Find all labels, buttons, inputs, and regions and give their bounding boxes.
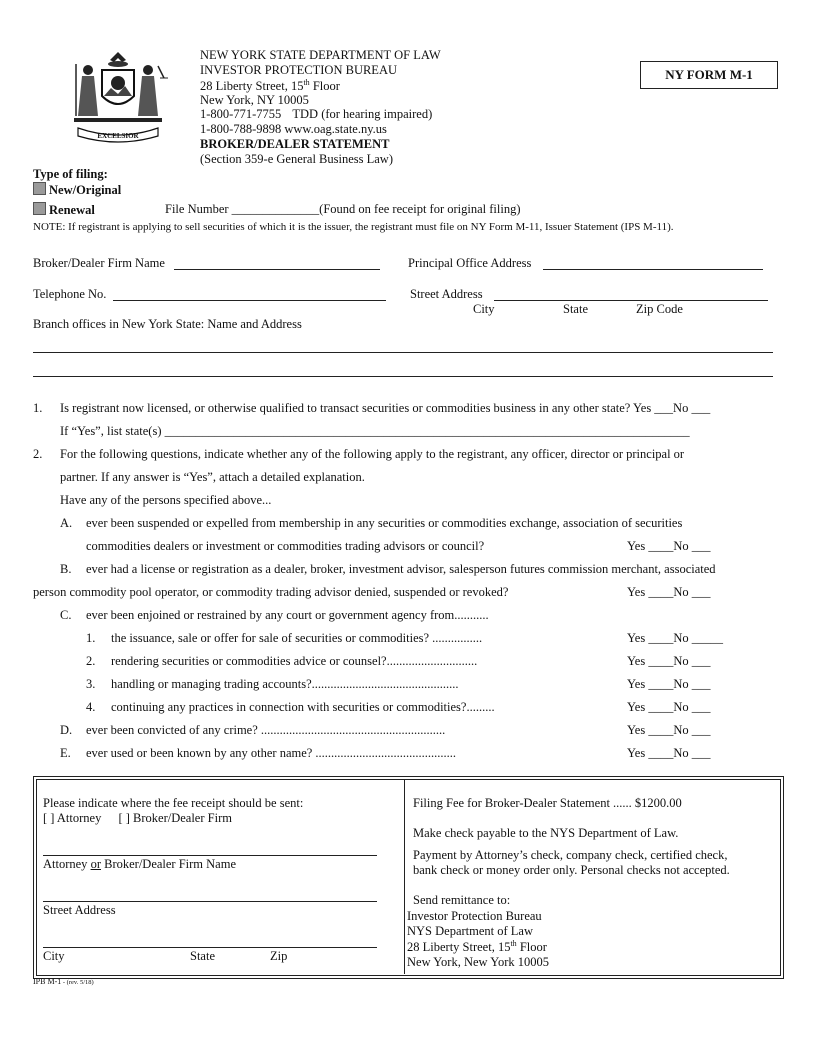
receipt-options bbox=[43, 811, 232, 825]
renewal-option[interactable] bbox=[33, 202, 95, 217]
qb-yes-no[interactable]: Yes ____No ___ bbox=[627, 585, 711, 599]
receipt-name-label-a: Attorney bbox=[43, 857, 91, 871]
header-address-sup: th bbox=[303, 78, 310, 87]
qd-label: D. bbox=[60, 723, 73, 737]
branch-line-2[interactable] bbox=[33, 376, 773, 377]
qc4-yes-no[interactable]: Yes ____No ___ bbox=[627, 700, 711, 714]
qb-line-2: person commodity pool operator, or commodity trading advisor denied, suspended or revoked? bbox=[33, 585, 509, 599]
q1-if-yes: If “Yes”, list state(s) ____________________________________________________________________________________ bbox=[60, 424, 690, 438]
remit-address-street: 28 Liberty Street, 15 bbox=[407, 940, 511, 955]
remit-address bbox=[407, 939, 547, 955]
receipt-name-label bbox=[43, 857, 236, 871]
state-label: State bbox=[563, 302, 588, 316]
q2-line-2: partner. If any answer is “Yes”, attach a detailed explanation. bbox=[60, 470, 365, 484]
renewal-checkbox[interactable] bbox=[33, 202, 46, 215]
check-payable: Make check payable to the NYS Department of Law. bbox=[413, 826, 679, 840]
street-address-label: Street Address bbox=[410, 287, 483, 301]
header-city: New York, NY 10005 bbox=[200, 93, 309, 107]
renewal-label: Renewal bbox=[49, 203, 95, 217]
telephone-line[interactable] bbox=[113, 300, 386, 301]
phone-number-1: 1-800-771-7755 bbox=[200, 107, 282, 121]
receipt-zip-label: Zip bbox=[270, 949, 288, 963]
qd-text: ever been convicted of any crime? ........................................................... bbox=[86, 723, 446, 737]
principal-office-line[interactable] bbox=[543, 269, 763, 270]
tdd-label: TDD (for hearing impaired) bbox=[292, 107, 433, 121]
agency-name: NEW YORK STATE DEPARTMENT OF LAW bbox=[200, 48, 441, 62]
remit-city: New York, New York 10005 bbox=[407, 955, 550, 969]
filing-fee: Filing Fee for Broker-Dealer Statement ...... $1200.00 bbox=[413, 796, 682, 810]
qa-line-1: ever been suspended or expelled from membership in any securities or commodities exchange, association of securities bbox=[86, 516, 683, 530]
qc3-number: 3. bbox=[86, 677, 96, 691]
city-label: City bbox=[473, 302, 495, 316]
receipt-name-label-or: or bbox=[90, 857, 101, 871]
receipt-name-line[interactable] bbox=[43, 855, 377, 856]
new-original-checkbox[interactable] bbox=[33, 182, 46, 195]
seal-motto: EXCELSIOR bbox=[97, 132, 139, 140]
qb-line-1: ever had a license or registration as a dealer, broker, investment advisor, salesperson futures commission merchant, associated bbox=[86, 562, 716, 576]
type-of-filing-label: Type of filing: bbox=[33, 167, 108, 181]
header-address-street: 28 Liberty Street, 15 bbox=[200, 79, 304, 94]
form-subtitle: (Section 359-e General Business Law) bbox=[200, 152, 393, 166]
receipt-street-label: Street Address bbox=[43, 903, 116, 917]
qc2-number: 2. bbox=[86, 654, 96, 668]
qe-label: E. bbox=[60, 746, 71, 760]
fee-box-divider bbox=[404, 779, 405, 974]
receipt-city-label: City bbox=[43, 949, 65, 963]
header-phone bbox=[200, 107, 432, 121]
file-number-label: File Number bbox=[165, 202, 229, 216]
receipt-name-label-b: Broker/Dealer Firm Name bbox=[100, 857, 237, 871]
firm-name-line[interactable] bbox=[174, 269, 380, 270]
new-original-option[interactable] bbox=[33, 182, 121, 197]
header-address-floor: Floor bbox=[309, 79, 340, 94]
payment-methods-1: Payment by Attorney’s check, company check, certified check, bbox=[413, 848, 728, 862]
receipt-state-label: State bbox=[190, 949, 215, 963]
q1-text: Is registrant now licensed, or otherwise qualified to transact securities or commodities business in any other state? Yes ___No ___ bbox=[60, 401, 711, 415]
qc1-yes-no[interactable]: Yes ____No _____ bbox=[627, 631, 723, 645]
firm-option[interactable]: [ ] Broker/Dealer Firm bbox=[118, 811, 232, 825]
footer-form-code: IPB M-1 bbox=[33, 977, 62, 986]
q2-number: 2. bbox=[33, 447, 43, 461]
q2-line-3: Have any of the persons specified above... bbox=[60, 493, 272, 507]
file-number-note: (Found on fee receipt for original filing) bbox=[319, 202, 521, 216]
qc2-text: rendering securities or commodities advice or counsel?............................. bbox=[111, 654, 478, 668]
attorney-option[interactable]: [ ] Attorney bbox=[43, 811, 102, 825]
qa-label: A. bbox=[60, 516, 73, 530]
principal-office-label: Principal Office Address bbox=[408, 256, 532, 270]
qc1-number: 1. bbox=[86, 631, 96, 645]
remit-bureau: Investor Protection Bureau bbox=[407, 909, 542, 923]
firm-name-label: Broker/Dealer Firm Name bbox=[33, 256, 165, 270]
remit-address-sup: th bbox=[510, 939, 517, 948]
receipt-city-line[interactable] bbox=[43, 947, 377, 948]
qb-label: B. bbox=[60, 562, 72, 576]
q1-number: 1. bbox=[33, 401, 43, 415]
receipt-street-line[interactable] bbox=[43, 901, 377, 902]
branch-line-1[interactable] bbox=[33, 352, 773, 353]
qc3-text: handling or managing trading accounts?............................................... bbox=[111, 677, 459, 691]
payment-methods-2: bank check or money order only. Personal checks not accepted. bbox=[413, 863, 730, 877]
branch-offices-label: Branch offices in New York State: Name and Address bbox=[33, 317, 302, 331]
qc2-yes-no[interactable]: Yes ____No ___ bbox=[627, 654, 711, 668]
file-number-blank[interactable]: ______________ bbox=[231, 202, 320, 216]
filing-note: NOTE: If registrant is applying to sell securities of which it is the issuer, the registrant must file on NY Form M-11, Issuer Statement (IPS M-11). bbox=[33, 221, 674, 233]
qc4-text: continuing any practices in connection with securities or commodities?......... bbox=[111, 700, 495, 714]
header-address bbox=[200, 78, 340, 94]
qe-yes-no[interactable]: Yes ____No ___ bbox=[627, 746, 711, 760]
receipt-prompt: Please indicate where the fee receipt should be sent: bbox=[43, 796, 304, 810]
q2-line-1: For the following questions, indicate whether any of the following apply to the registrant, any officer, director or principal or bbox=[60, 447, 685, 461]
street-address-line[interactable] bbox=[494, 300, 768, 301]
telephone-label: Telephone No. bbox=[33, 287, 107, 301]
qc-label: C. bbox=[60, 608, 72, 622]
qa-yes-no[interactable]: Yes ____No ___ bbox=[627, 539, 711, 553]
qe-text: ever used or been known by any other name? ............................................. bbox=[86, 746, 457, 760]
remit-address-floor: Floor bbox=[516, 940, 547, 955]
header-phone-web: 1-800-788-9898 www.oag.state.ny.us bbox=[200, 122, 387, 136]
nys-seal-logo bbox=[64, 50, 172, 145]
form-footer-code bbox=[33, 977, 94, 986]
bureau-name: INVESTOR PROTECTION BUREAU bbox=[200, 63, 397, 77]
footer-revision: - (rev. 5/18) bbox=[61, 979, 94, 986]
file-number-field[interactable] bbox=[165, 202, 521, 216]
zip-code-label: Zip Code bbox=[636, 302, 683, 316]
qc4-number: 4. bbox=[86, 700, 96, 714]
new-original-label: New/Original bbox=[49, 183, 122, 197]
form-id-box: NY FORM M-1 bbox=[640, 61, 778, 89]
qc-text: ever been enjoined or restrained by any court or government agency from........... bbox=[86, 608, 489, 622]
qc1-text: the issuance, sale or offer for sale of securities or commodities? ................ bbox=[111, 631, 483, 645]
qa-line-2: commodities dealers or investment or commodities trading advisors or council? bbox=[86, 539, 485, 553]
qd-yes-no[interactable]: Yes ____No ___ bbox=[627, 723, 711, 737]
remittance-label: Send remittance to: bbox=[413, 893, 511, 907]
remit-dept: NYS Department of Law bbox=[407, 924, 534, 938]
qc3-yes-no[interactable]: Yes ____No ___ bbox=[627, 677, 711, 691]
form-title: BROKER/DEALER STATEMENT bbox=[200, 137, 390, 151]
